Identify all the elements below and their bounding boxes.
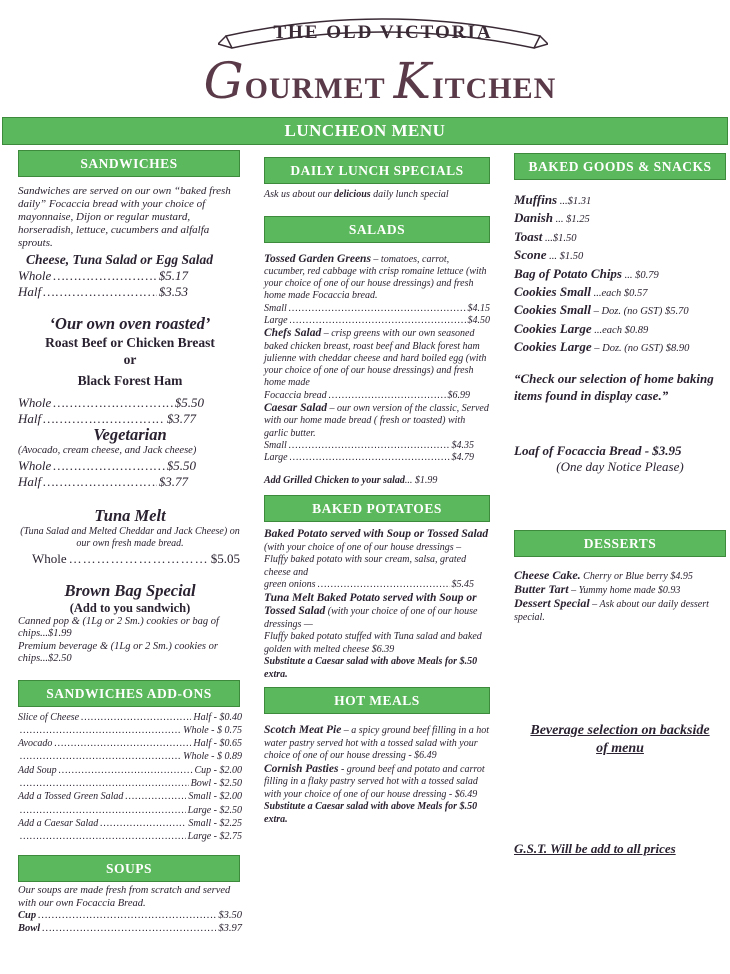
baked-item: Muffins ...$1.31 <box>514 192 592 207</box>
roast-title-4: Black Forest Ham <box>77 373 183 388</box>
addon-row: …………………………………………………………………………………………………………………… Large - $2.75 <box>18 830 242 843</box>
soup-cup: Cup …………………………………………………………………………………………………………………… $3.50 <box>18 910 242 923</box>
luncheon-menu-band: LUNCHEON MENU <box>2 117 728 145</box>
dessert-item: Dessert Special – Ask about our daily dessert special. <box>514 595 709 623</box>
column-left <box>18 150 242 935</box>
baked-item: Cookies Large – Doz. (no GST) $8.90 <box>514 339 690 355</box>
roast-whole: Whole …………………………………………………………………………………………………………………… $5.50 <box>18 395 204 411</box>
beverage-note: Beverage selection on backside of menu <box>530 722 710 756</box>
tossed-salad: Tossed Garden Greens – tomatoes, carrot, cucumber, red cabbage with crisp romaine lettuce (with your choice of one of our house dressings) and fresh home made Focaccia bread. <box>264 252 487 302</box>
veg-whole: Whole …………………………………………………………………………………………………………………… $5.50 <box>18 458 196 474</box>
potato-item-2-body: Fluffy baked potato stuffed with Tuna salad and baked golden with melted cheese $6.39 <box>264 631 482 655</box>
addon-row: Add Soup …………………………………………………………………………………………………………………… Cup - $2.00 <box>18 764 242 777</box>
ribbon-banner <box>218 8 548 54</box>
tuna-whole: Whole …………………………………………………………………………………………………………………… $5.05 <box>32 551 240 567</box>
soups-header: SOUPS <box>18 855 240 882</box>
caesar-large: Large …………………………………………………………………………………………………………………… $4.79 <box>264 452 474 464</box>
potato-item-1: Baked Potato served with Soup or Tossed Salad (with your choice of one of our house dressings – <box>264 528 489 553</box>
addon-row: Avocado …………………………………………………………………………………………………………………… Half - $0.65 <box>18 737 242 750</box>
baked-goods-header: BAKED GOODS & SNACKS <box>514 153 726 180</box>
sandwiches-description: Sandwiches are served on our own “baked fresh daily” Focaccia bread with your choice of mayonnaise, Dijon or regular mustard, horseradish, lettuce, cucumbers and alfalfa sprouts. <box>18 185 231 249</box>
veg-sub: (Avocado, cream cheese, and Jack cheese) <box>18 445 197 456</box>
baked-item: Scone ... $1.50 <box>514 247 584 263</box>
roast-title-3: or <box>123 352 137 367</box>
addon-row: …………………………………………………………………………………………………………………… Large - $2.50 <box>18 804 242 817</box>
potato-item-2: Tuna Melt Baked Potato served with Soup or Tossed Salad (with your choice of one of our house dressings — <box>264 591 478 630</box>
caesar-salad: Caesar Salad – our own version of the classic, Served with our home made bread ( fresh or toasted) with garlic butter. <box>264 402 489 439</box>
salads-header: SALADS <box>264 216 490 243</box>
roast-half: Half …………………………………………………………………………………………………………………… $3.77 <box>18 411 196 427</box>
baked-item: Cookies Small – Doz. (no GST) $5.70 <box>514 302 689 318</box>
column-right <box>514 153 726 857</box>
addons-list <box>18 711 242 844</box>
addon-row: …………………………………………………………………………………………………………………… Whole - $ 0.75 <box>18 724 242 737</box>
sandwiches-header: SANDWICHES <box>18 150 240 177</box>
cornish-pasties: Cornish Pasties - ground beef and potato and carrot filling in a flaky pastry served hot with a tossed salad with your choice of one of our house dressing - $6.49 <box>264 762 485 800</box>
cheese-title: Cheese, Tuna Salad or Egg Salad <box>26 252 214 267</box>
cheese-whole: Whole …………………………………………………………………………………………………………………… $5.17 <box>18 268 188 284</box>
dessert-item: Butter Tart – Yummy home made $0.93 <box>514 581 681 596</box>
potato-item-1-price: green onions …………………………………………………………………………………………………………………… $5.45 <box>264 579 474 592</box>
brown-bag-line-2: Premium beverage & (1Lg or 2 Sm.) cookies or chips...$2.50 <box>18 640 218 664</box>
tuna-sub: (Tuna Salad and Melted Cheddar and Jack Cheese) on our own fresh made bread. <box>20 525 240 549</box>
addon-row: …………………………………………………………………………………………………………………… Bowl - $2.50 <box>18 777 242 790</box>
addon-row: Add a Caesar Salad …………………………………………………………………………………………………………………… Small - $2.25 <box>18 817 242 830</box>
check-selection: “Check our selection of home baking items found in display case.” <box>514 370 714 403</box>
potato-substitute: Substitute a Caesar salad with above Meals for $.50 extra. <box>264 656 478 680</box>
cheese-half: Half …………………………………………………………………………………………………………………… $3.53 <box>18 284 188 300</box>
addon-row: Slice of Cheese …………………………………………………………………………………………………………………… Half - $0.40 <box>18 711 242 724</box>
tuna-title: Tuna Melt <box>94 505 166 525</box>
baked-goods-list <box>514 192 726 358</box>
addon-row: …………………………………………………………………………………………………………………… Whole - $ 0.89 <box>18 750 242 763</box>
menu-header <box>0 0 730 112</box>
hot-meals-substitute: Substitute a Caesar salad with above Meals for $.50 extra. <box>264 801 478 825</box>
column-middle <box>264 157 490 826</box>
dessert-item: Cheese Cake. Cherry or Blue berry $4.95 <box>514 567 693 582</box>
focaccia-note: (One day Notice Please) <box>556 458 684 474</box>
focaccia-loaf: Loaf of Focaccia Bread - $3.95 <box>514 442 682 458</box>
brown-bag-title: Brown Bag Special <box>64 580 196 600</box>
potato-item-1-body: Fluffy baked potato with sour cream, salsa, grated cheese and <box>264 554 467 578</box>
chefs-salad: Chefs Salad – crisp greens with our own seasoned baked chicken breast, roast beef and Black forest ham julienne with cheddar cheese and hard boiled egg (with your choice of one of our house dressings) and fresh home made <box>264 327 487 389</box>
baked-item: Toast ...$1.50 <box>514 228 577 244</box>
restaurant-logo: GOURMET KITCHEN <box>203 52 557 110</box>
dessert-list <box>514 569 726 624</box>
caesar-small: Small …………………………………………………………………………………………………………………… $4.35 <box>264 440 474 452</box>
addon-row: Add a Tossed Green Salad …………………………………………………………………………………………………………………… Small - $2.00 <box>18 790 242 803</box>
baked-item: Cookies Small ...each $0.57 <box>514 284 648 300</box>
roast-title-1: ‘Our own oven roasted’ <box>49 314 211 333</box>
baked-item: Bag of Potato Chips ... $0.79 <box>514 265 659 281</box>
veg-half: Half …………………………………………………………………………………………………………………… $3.77 <box>18 474 188 490</box>
baked-potatoes-header: BAKED POTATOES <box>264 495 490 522</box>
roast-title-2: Roast Beef or Chicken Breast <box>45 335 215 350</box>
soup-bowl: Bowl …………………………………………………………………………………………………………………… $3.97 <box>18 923 242 936</box>
scotch-meat-pie: Scotch Meat Pie – a spicy ground beef filling in a hot water pastry served hot with a tossed salad with your choice of one of our house dressing - $6.49 <box>264 724 489 762</box>
ribbon-text: THE OLD VICTORIA <box>273 22 493 43</box>
desserts-header: DESSERTS <box>514 530 726 557</box>
add-chicken: Add Grilled Chicken to your salad... $1.99 <box>264 474 438 486</box>
chefs-price: Focaccia bread …………………………………………………………………………………………………………………… $6.99 <box>264 390 470 402</box>
tossed-large: Large …………………………………………………………………………………………………………………… $4.50 <box>264 315 490 327</box>
daily-specials-header: DAILY LUNCH SPECIALS <box>264 157 490 184</box>
soups-description: Our soups are made fresh from scratch and served with our own Focaccia Bread. <box>18 885 231 909</box>
baked-item: Cookies Large ...each $0.89 <box>514 320 649 336</box>
tossed-small: Small …………………………………………………………………………………………………………………… $4.15 <box>264 303 490 315</box>
brown-bag-sub: (Add to you sandwich) <box>69 600 191 615</box>
addons-header: SANDWICHES ADD-ONS <box>18 680 240 707</box>
baked-item: Danish ... $1.25 <box>514 210 590 226</box>
brown-bag-line-1: Canned pop & (1Lg or 2 Sm.) cookies or bag of chips...$1.99 <box>18 615 219 639</box>
gst-note: G.S.T. Will be add to all prices <box>514 840 676 856</box>
daily-specials-text: Ask us about our delicious daily lunch special <box>264 189 449 200</box>
hot-meals-header: HOT MEALS <box>264 687 490 714</box>
veg-title: Vegetarian <box>93 425 167 444</box>
